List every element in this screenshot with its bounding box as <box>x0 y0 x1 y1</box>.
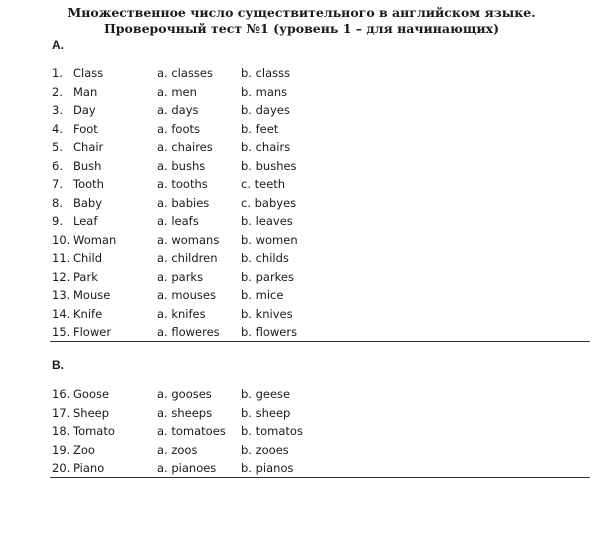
option-a: a. parks <box>157 269 204 284</box>
question-row <box>0 423 603 439</box>
question-number: 11. <box>52 251 71 265</box>
question-number: 9. <box>52 214 63 228</box>
option-b: b. mice <box>241 288 284 302</box>
question-word: Leaf <box>73 214 98 228</box>
option-a: a. sheeps <box>157 405 213 420</box>
option-b: b. leaves <box>241 214 293 228</box>
option-b: c. teeth <box>241 177 286 191</box>
option-a: a. foots <box>157 121 200 136</box>
option-a: a. tooths <box>157 177 208 191</box>
question-number: 6. <box>52 158 63 173</box>
question-row <box>0 250 603 266</box>
bottom-rule <box>50 477 590 478</box>
question-number: 14. <box>52 306 71 321</box>
question-row <box>0 139 603 155</box>
question-word: Mouse <box>73 288 111 302</box>
page-subtitle: Проверочный тест №1 (уровень 1 – для начинающих) <box>104 21 499 36</box>
option-b: b. geese <box>241 387 291 401</box>
option-a: a. womans <box>157 232 220 247</box>
question-word: Woman <box>73 232 117 247</box>
question-word: Piano <box>73 461 105 475</box>
question-row <box>0 65 603 81</box>
option-b: b. chairs <box>241 140 291 154</box>
question-row <box>0 386 603 402</box>
question-number: 16. <box>52 387 71 401</box>
question-number: 8. <box>52 195 63 210</box>
question-number: 4. <box>52 121 63 136</box>
option-a: a. babies <box>157 195 210 210</box>
question-number: 12. <box>52 269 71 284</box>
question-word: Chair <box>73 140 104 154</box>
question-row <box>0 306 603 322</box>
question-number: 5. <box>52 140 63 154</box>
option-b: c. babyes <box>241 195 297 210</box>
option-b: b. mans <box>241 84 288 99</box>
page-title: Множественное число существительного в английском языке. <box>67 5 536 20</box>
option-b: b. sheep <box>241 405 291 420</box>
option-a: a. zoos <box>157 442 198 457</box>
question-word: Knife <box>73 306 103 321</box>
question-number: 19. <box>52 442 71 457</box>
option-a: a. knifes <box>157 306 206 321</box>
option-a: a. bushs <box>157 158 206 173</box>
question-row <box>0 405 603 421</box>
question-word: Flower <box>73 325 112 339</box>
option-b: b. flowers <box>241 325 298 339</box>
question-row <box>0 84 603 100</box>
option-b: b. bushes <box>241 158 297 173</box>
question-number: 17. <box>52 405 71 420</box>
question-row <box>0 121 603 137</box>
question-number: 7. <box>52 177 63 191</box>
option-a: a. mouses <box>157 288 216 302</box>
question-word: Tomato <box>73 424 115 438</box>
option-a: a. gooses <box>157 387 212 401</box>
question-number: 20. <box>52 461 71 475</box>
question-word: Class <box>73 66 104 80</box>
option-b: b. zooes <box>241 442 289 457</box>
option-a: a. days <box>157 103 199 117</box>
question-number: 2. <box>52 84 63 99</box>
question-number: 13. <box>52 288 71 302</box>
option-b: b. pianos <box>241 461 294 475</box>
question-row <box>0 176 603 192</box>
option-b: b. women <box>241 232 298 247</box>
section-b-label: B. <box>52 358 64 372</box>
option-a: a. pianoes <box>157 461 217 475</box>
question-word: Sheep <box>73 405 110 420</box>
section-a-label: A. <box>52 38 64 52</box>
question-number: 1. <box>52 66 63 80</box>
question-word: Bush <box>73 158 102 173</box>
option-a: a. children <box>157 251 218 265</box>
question-number: 3. <box>52 103 63 117</box>
question-number: 18. <box>52 424 71 438</box>
question-word: Child <box>73 251 103 265</box>
question-row <box>0 460 603 476</box>
question-row <box>0 158 603 174</box>
question-row <box>0 269 603 285</box>
option-b: b. classs <box>241 66 291 80</box>
question-row <box>0 232 603 248</box>
option-b: b. feet <box>241 121 279 136</box>
section-divider <box>50 341 590 342</box>
question-word: Zoo <box>73 442 95 457</box>
question-word: Foot <box>73 121 98 136</box>
question-number: 15. <box>52 325 71 339</box>
question-word: Park <box>73 269 98 284</box>
question-number: 10. <box>52 232 71 247</box>
question-row <box>0 213 603 229</box>
question-row <box>0 442 603 458</box>
question-word: Tooth <box>73 177 104 191</box>
option-a: a. chaires <box>157 140 213 154</box>
option-b: b. childs <box>241 251 289 265</box>
option-a: a. men <box>157 84 197 99</box>
question-row <box>0 324 603 340</box>
option-b: b. parkes <box>241 269 295 284</box>
question-row <box>0 195 603 211</box>
option-a: a. floweres <box>157 325 220 339</box>
option-b: b. tomatos <box>241 424 303 438</box>
option-b: b. knives <box>241 306 293 321</box>
option-a: a. tomatoes <box>157 424 226 438</box>
question-row <box>0 102 603 118</box>
question-word: Baby <box>73 195 103 210</box>
question-word: Day <box>73 103 96 117</box>
option-b: b. dayes <box>241 103 290 117</box>
option-a: a. leafs <box>157 214 199 228</box>
option-a: a. classes <box>157 66 213 80</box>
question-word: Man <box>73 84 98 99</box>
question-row <box>0 287 603 303</box>
question-word: Goose <box>73 387 110 401</box>
